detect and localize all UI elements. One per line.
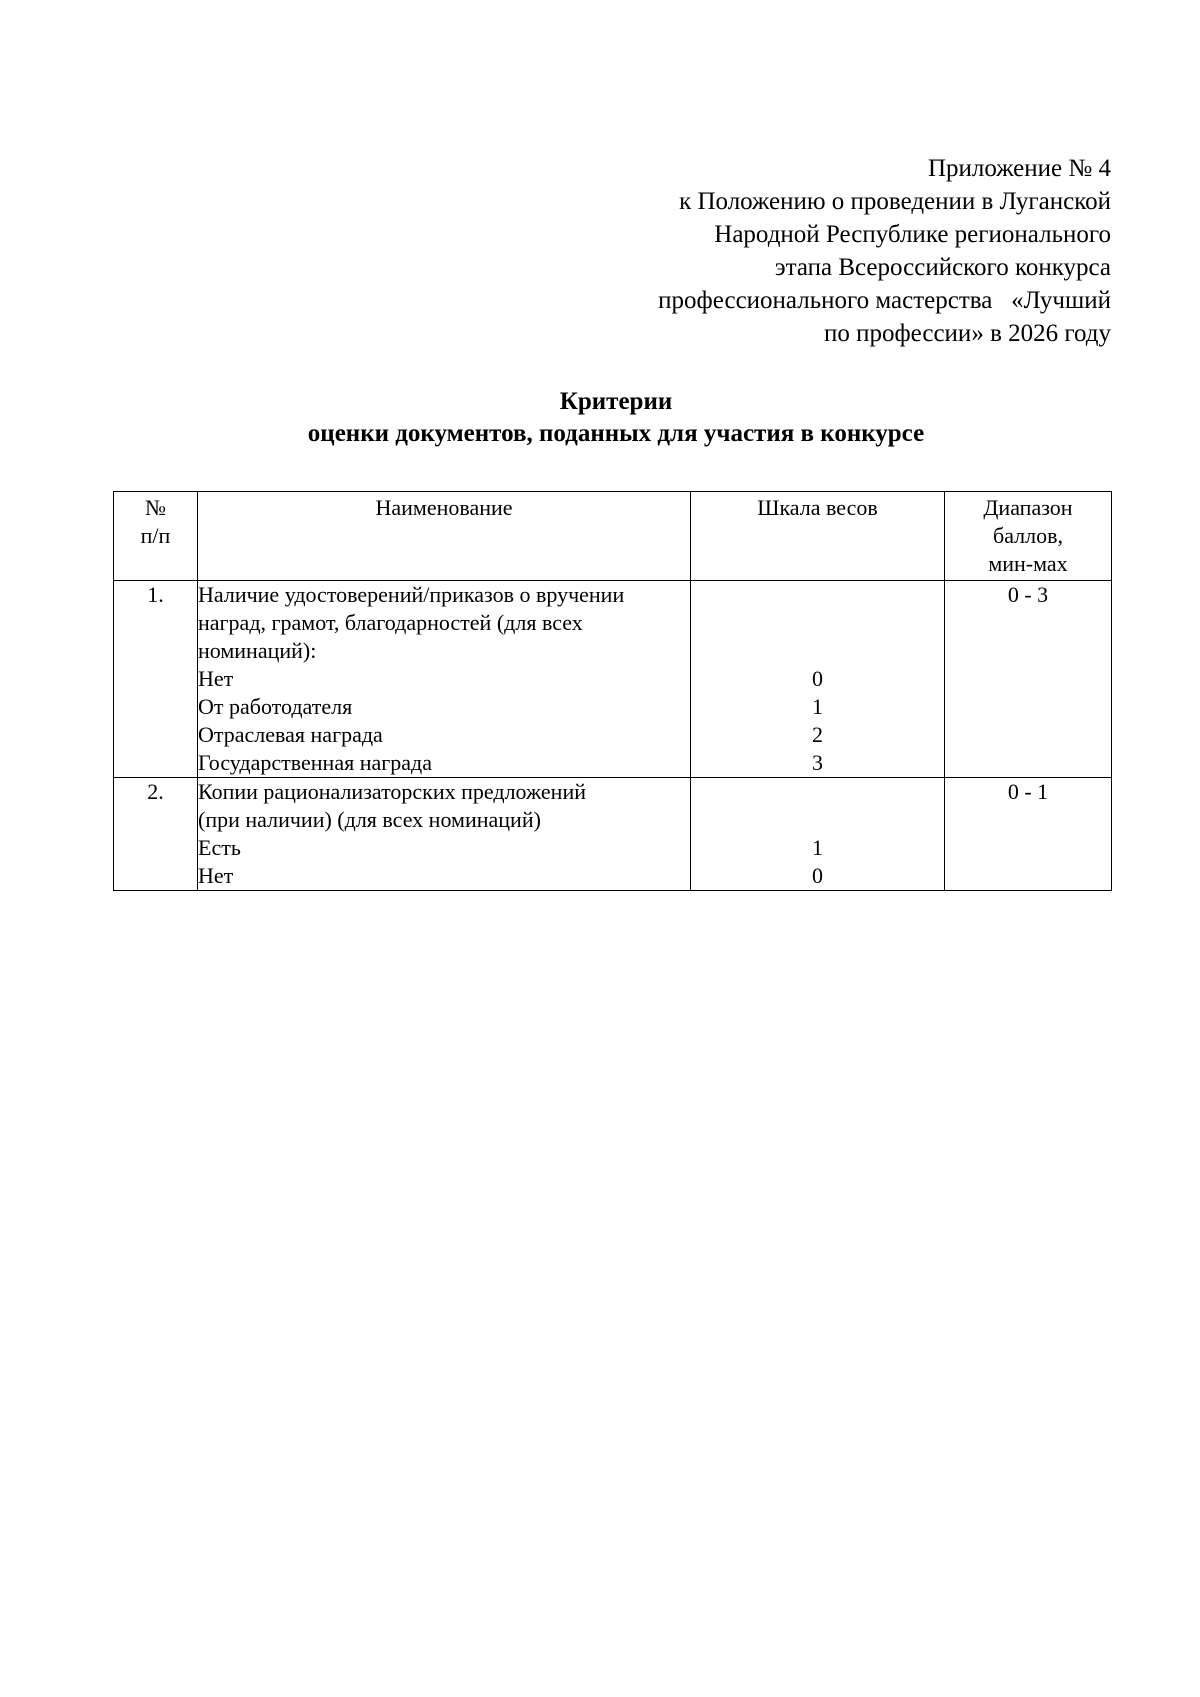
option-label: От работодателя (198, 694, 353, 719)
row-number: 2. (114, 778, 198, 891)
header-scale-label: Шкала весов (757, 495, 878, 520)
document-title (0, 386, 1200, 450)
header-num-line: п/п (140, 523, 171, 548)
criterion-title-line: Наличие удостоверений/приказов о вручении (198, 582, 625, 607)
table-header-row (114, 492, 1112, 581)
row-scale-cell (691, 778, 945, 891)
annex-line: профессионального мастерства «Лучший (658, 287, 1111, 314)
table-row (114, 778, 1112, 891)
annex-line: по профессии» в 2026 году (823, 320, 1111, 347)
option-label: Государственная награда (198, 750, 432, 775)
row-range: 0 - 1 (945, 778, 1112, 891)
title-line-2: оценки документов, поданных для участия в конкурсе (307, 420, 925, 447)
row-range: 0 - 3 (945, 581, 1112, 778)
option-weight: 0 (812, 863, 823, 888)
header-range-line: баллов, (993, 523, 1063, 548)
header-num (114, 492, 198, 581)
annex-line: Народной Республике регионального (714, 221, 1111, 248)
header-name-label: Наименование (375, 495, 513, 520)
row-scale-cell (691, 581, 945, 778)
row-name-cell (198, 581, 691, 778)
header-range-line: Диапазон (983, 495, 1073, 520)
option-weight: 1 (812, 694, 823, 719)
title-line-1: Критерии (559, 388, 673, 415)
annex-header (471, 152, 1111, 350)
header-name (198, 492, 691, 581)
option-label: Отраслевая награда (198, 722, 383, 747)
option-label: Есть (198, 835, 241, 860)
criterion-title-line: (при наличии) (для всех номинаций) (198, 807, 541, 832)
table-row (114, 581, 1112, 778)
header-range (945, 492, 1112, 581)
option-weight: 2 (812, 722, 823, 747)
header-range-line: мин-мах (988, 551, 1068, 576)
criteria-table (113, 491, 1112, 891)
option-weight: 1 (812, 835, 823, 860)
header-num-line: № (145, 495, 166, 520)
option-weight: 3 (812, 750, 823, 775)
criterion-title-line: наград, грамот, благодарностей (для всех (198, 610, 583, 635)
criterion-title-line: номинаций): (198, 638, 317, 663)
option-label: Нет (198, 863, 234, 888)
option-label: Нет (198, 666, 234, 691)
row-name-cell (198, 778, 691, 891)
option-weight: 0 (812, 666, 823, 691)
row-number: 1. (114, 581, 198, 778)
annex-line: Приложение № 4 (927, 155, 1111, 182)
criterion-title-line: Копии рационализаторских предложений (198, 779, 586, 804)
header-scale (691, 492, 945, 581)
annex-line: этапа Всероссийского конкурса (774, 254, 1111, 281)
annex-line: к Положению о проведении в Луганской (679, 188, 1111, 215)
